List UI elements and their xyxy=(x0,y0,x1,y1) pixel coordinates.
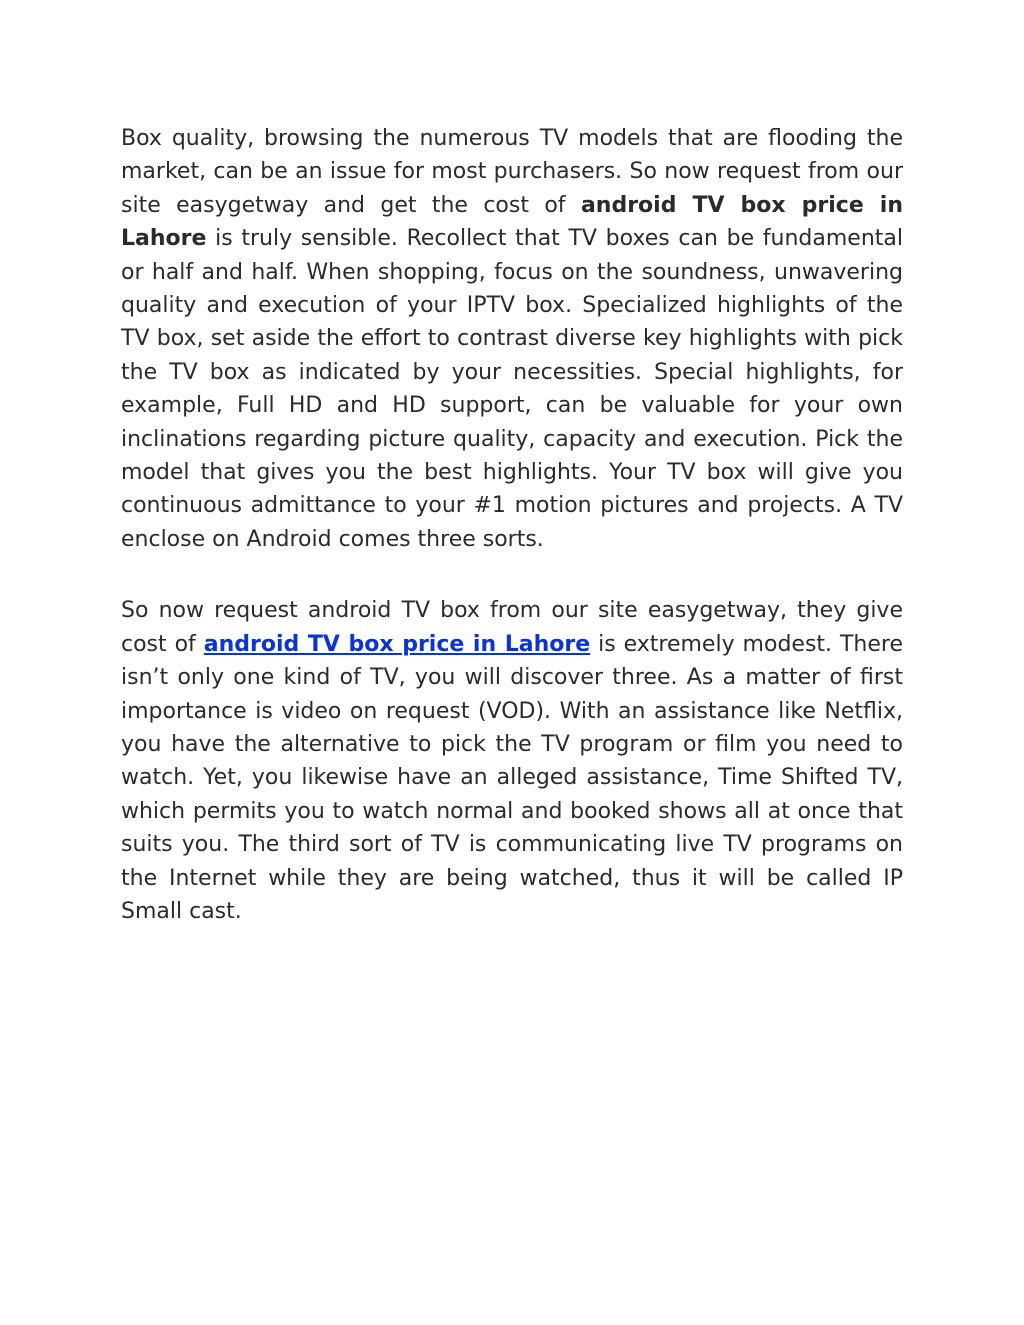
paragraph-2-text-after: is extremely modest. There isn’t only one kind of TV, you will discover three. As a matter of first importance is video on request (VOD). With an assistance like Netflix, you have the alternative to pick the TV program or film you need to watch. Yet, you likewise have an alleged assistance, Time Shifted TV, which permits you to watch normal and booked shows all at once that suits you. The third sort of TV is communicating live TV programs on the Internet while they are being watched, thus it will be called IP Small cast. xyxy=(121,631,903,924)
price-link[interactable]: android TV box price in Lahore xyxy=(203,631,591,657)
paragraph-1 xyxy=(121,122,903,556)
document-body xyxy=(121,122,903,966)
paragraph-2 xyxy=(121,594,903,928)
paragraph-2-text-before: So now request android TV box from our site easygetway, they give cost of xyxy=(121,598,903,657)
paragraph-1-text-before: Box quality, browsing the numerous TV models that are flooding the market, can be an issue for most purchasers. So now request from our site easygetway and get the cost of xyxy=(121,126,903,218)
paragraph-1-text-after: is truly sensible. Recollect that TV boxes can be fundamental or half and half. When shopping, focus on the soundness, unwavering quality and execution of your IPTV box. Specialized highlights of the TV box, set aside the effort to contrast diverse key highlights with pick the TV box as indicated by your necessities. Special highlights, for example, Full HD and HD support, can be valuable for your own inclinations regarding picture quality, capacity and execution. Pick the model that gives you the best highlights. Your TV box will give you continuous admittance to your #1 motion pictures and projects. A TV enclose on Android comes three sorts. xyxy=(121,226,903,552)
paragraph-1-bold-phrase: android TV box price in Lahore xyxy=(121,192,903,252)
